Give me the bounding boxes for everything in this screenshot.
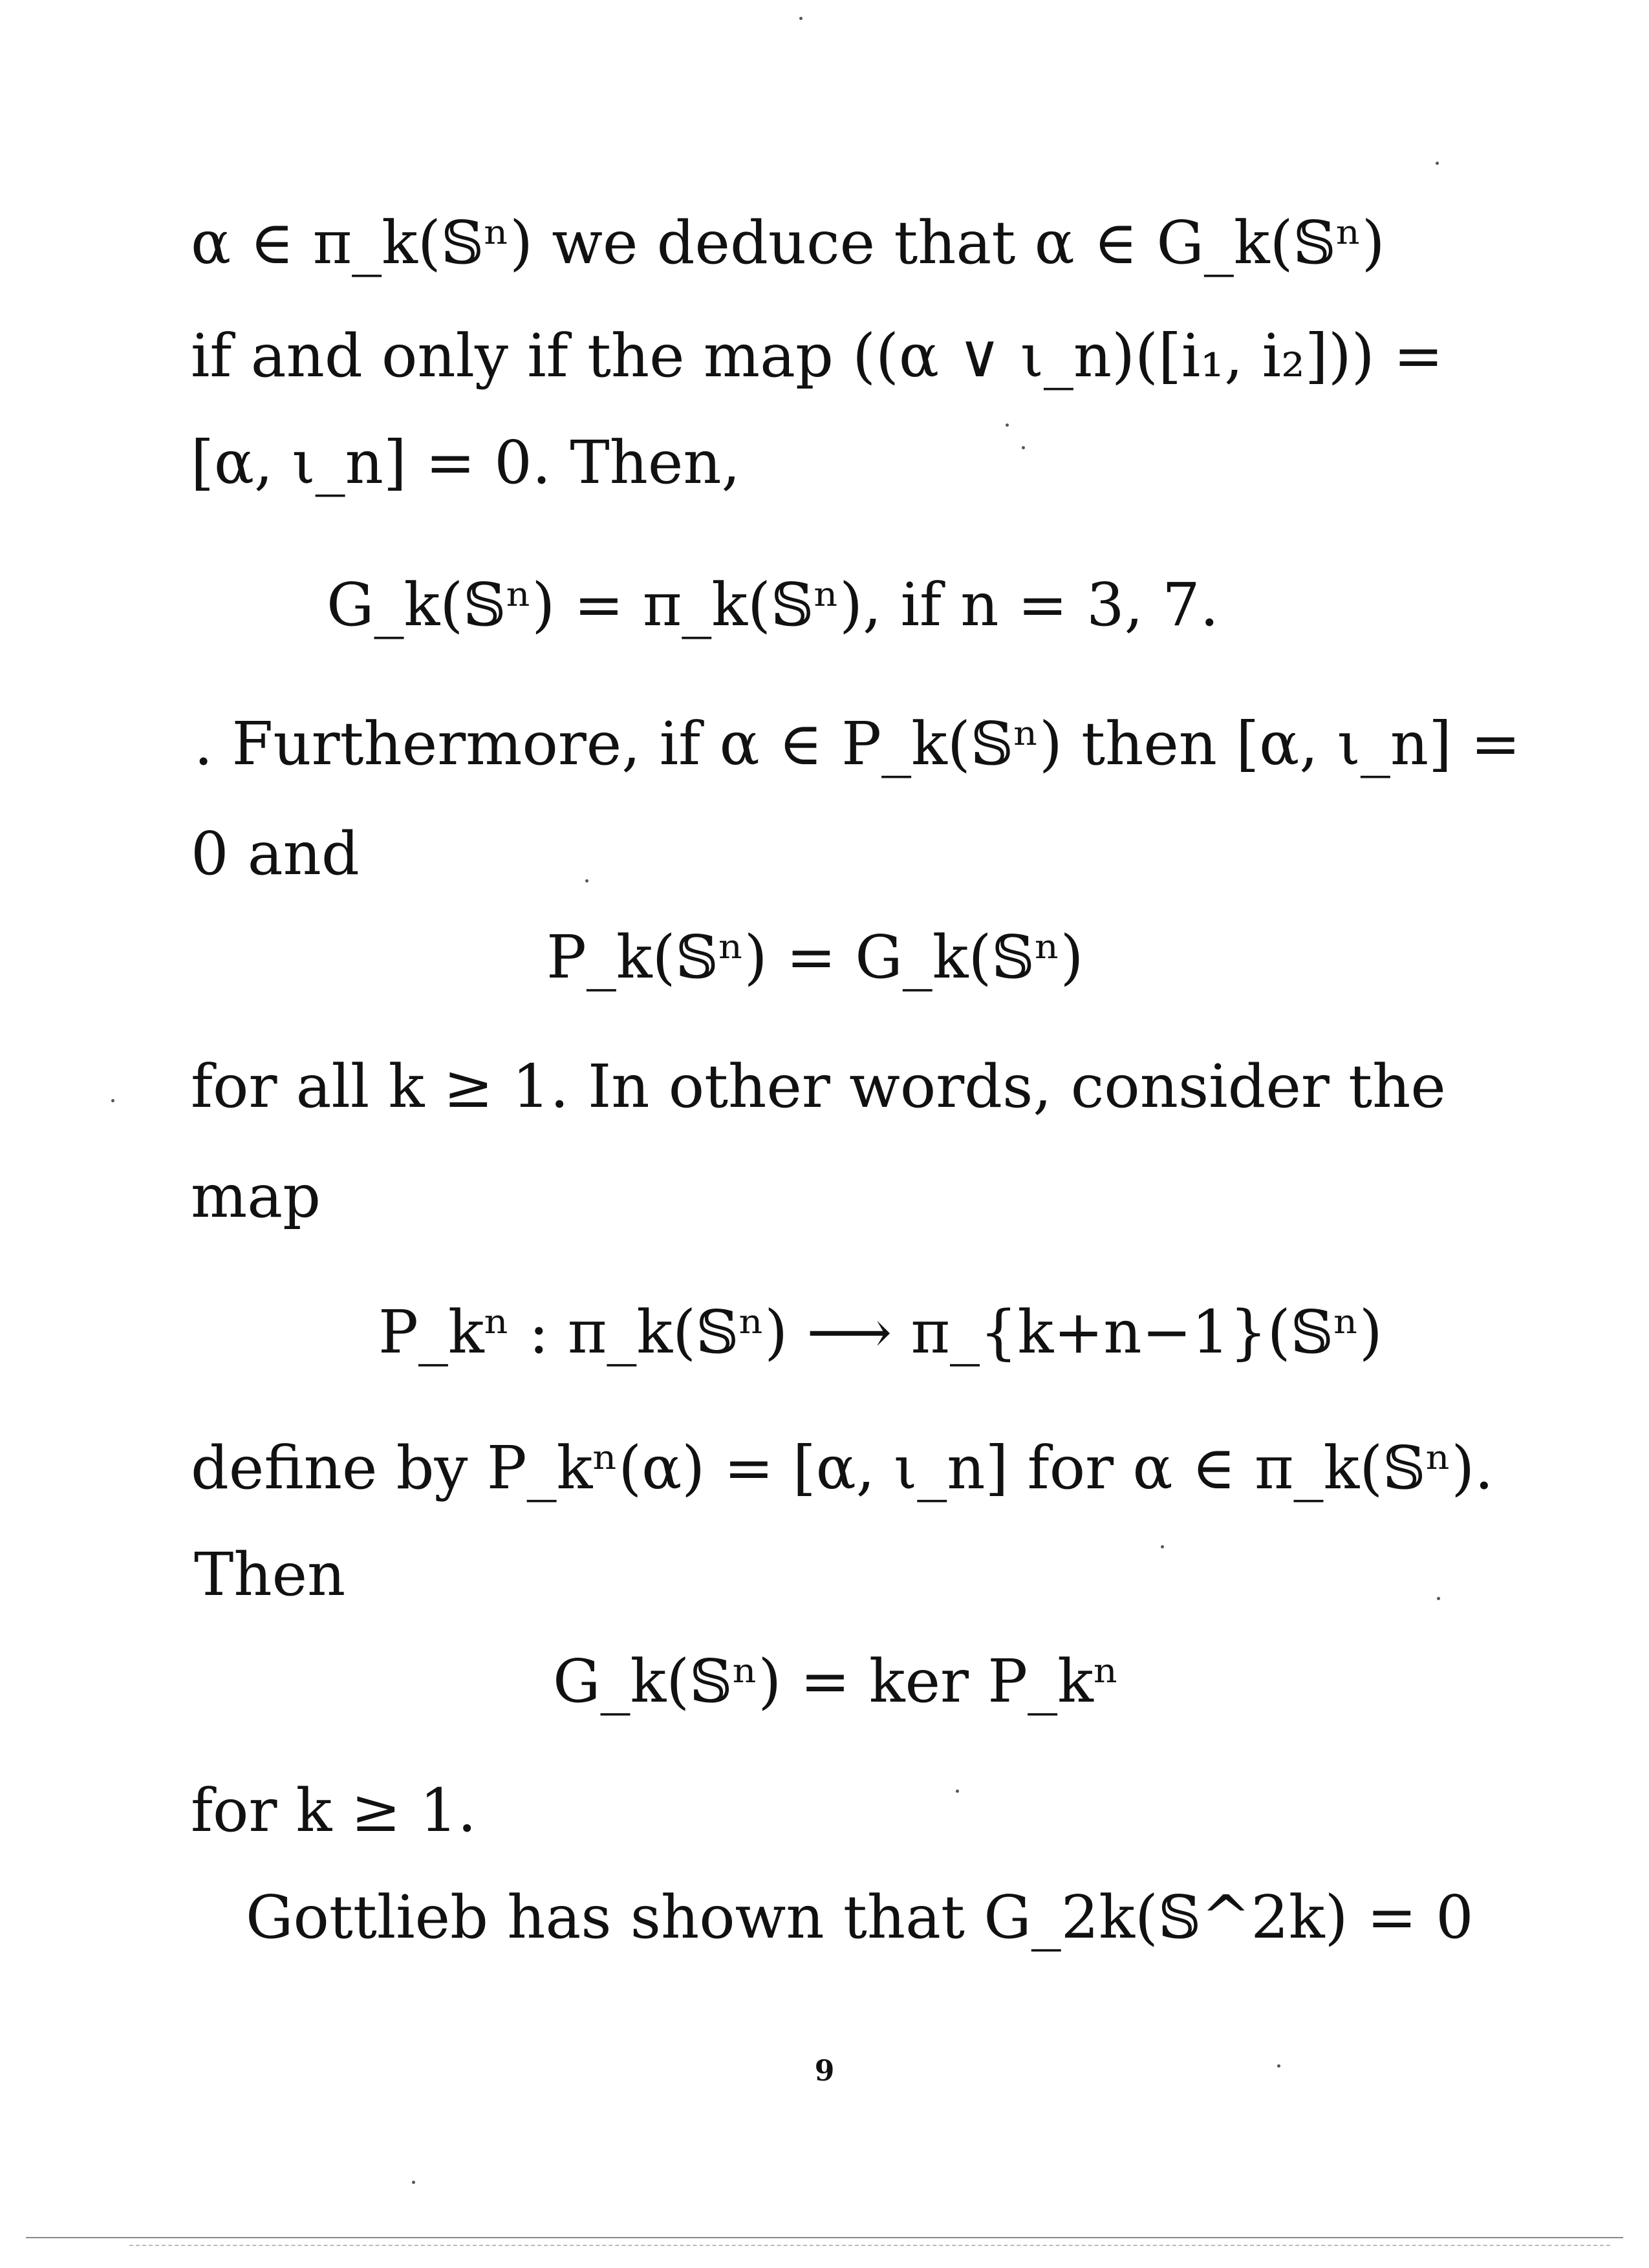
text-line-8: define by P_kⁿ(α) = [α, ι_n] for α ∈ π_k(𝕊ⁿ). [191,1433,1494,1503]
scan-speck [412,2181,415,2184]
scan-speck [1022,446,1025,449]
scan-speck [1006,423,1009,427]
text-line-4: . Furthermore, if α ∈ P_k(𝕊ⁿ) then [α, ι_n] = [194,709,1521,778]
text-line-6: for all k ≥ 1. In other words, consider the [191,1052,1446,1121]
text-line-2: if and only if the map ((α ∨ ι_n)([i₁, i₂])) = [191,321,1443,390]
scan-speck [799,17,803,20]
scan-speck [1161,1545,1164,1548]
scan-edge-line [26,2237,1623,2238]
scan-speck [956,1790,959,1793]
text-line-11: Gottlieb has shown that G_2k(𝕊^2k) = 0 [246,1883,1474,1952]
text-line-10: for k ≥ 1. [191,1776,477,1845]
text-line-9: Then [194,1540,346,1609]
text-line-7: map [191,1162,321,1231]
scan-speck [585,879,588,883]
equation-gk-equals-pik: G_k(𝕊ⁿ) = π_k(𝕊ⁿ), if n = 3, 7. [327,570,1219,639]
equation-gk-equals-ker: G_k(𝕊ⁿ) = ker P_kⁿ [553,1647,1119,1716]
text-line-3: [α, ι_n] = 0. Then, [191,428,740,497]
scan-speck [1277,2064,1280,2068]
page-number: 9 [814,2055,835,2088]
scan-speck [1436,162,1439,165]
equation-pk-equals-gk: P_k(𝕊ⁿ) = G_k(𝕊ⁿ) [546,923,1084,992]
scan-speck [111,1099,114,1102]
scan-edge-line-faint [129,2245,1610,2246]
equation-map-pkn: P_kⁿ : π_k(𝕊ⁿ) ⟶ π_{k+n−1}(𝕊ⁿ) [378,1298,1383,1367]
text-line-1: α ∈ π_k(𝕊ⁿ) we deduce that α ∈ G_k(𝕊ⁿ) [191,208,1385,277]
scan-speck [1437,1597,1440,1600]
text-line-5: 0 and [191,819,360,888]
